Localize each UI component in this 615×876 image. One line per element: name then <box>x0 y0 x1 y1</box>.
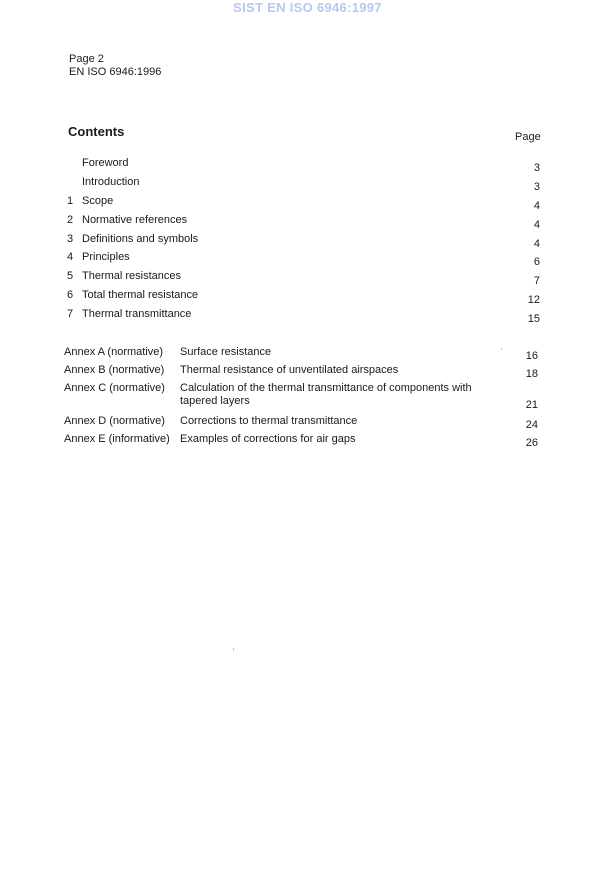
annex-page: 24 <box>525 419 538 431</box>
toc-entry-thermal-transmittance[interactable] <box>0 308 615 324</box>
annex-page: 16 <box>525 350 538 362</box>
annex-label: Annex C (normative) <box>64 382 165 394</box>
toc-entry-page: 3 <box>533 162 540 174</box>
toc-entry-page: 12 <box>527 294 540 306</box>
page-number: Page 2 <box>69 53 104 65</box>
toc-entry-foreword[interactable] <box>0 157 615 173</box>
toc-entry-title: Thermal resistances <box>82 270 182 282</box>
toc-entry-title: Thermal transmittance <box>82 308 192 320</box>
annex-page: 21 <box>525 399 538 411</box>
toc-entry-page: 4 <box>533 238 540 250</box>
toc-entry-scope[interactable] <box>0 195 615 211</box>
annex-title: Calculation of the thermal transmittance of components with tapered layers <box>180 382 472 407</box>
annex-title: Examples of corrections for air gaps <box>180 433 356 445</box>
annex-label: Annex D (normative) <box>64 415 165 427</box>
annex-title: Surface resistance <box>180 346 272 358</box>
annex-label: Annex E (informative) <box>64 433 170 445</box>
toc-entry-title: Foreword <box>82 157 129 169</box>
toc-entry-page: 6 <box>533 256 540 268</box>
standard-id: EN ISO 6946:1996 <box>69 66 162 78</box>
toc-entry-number: 7 <box>67 308 74 320</box>
annex-page: 18 <box>525 368 538 380</box>
toc-entry-title: Normative references <box>82 214 188 226</box>
toc-entry-title: Introduction <box>82 176 140 188</box>
toc-entry-title: Principles <box>82 251 130 263</box>
toc-entry-page: 15 <box>527 313 540 325</box>
toc-entry-number: 3 <box>67 233 74 245</box>
annex-label: Annex A (normative) <box>64 346 164 358</box>
toc-entry-title: Scope <box>82 195 114 207</box>
toc-entry-principles[interactable] <box>0 251 615 267</box>
toc-entry-number: 2 <box>67 214 74 226</box>
toc-entry-definitions[interactable] <box>0 233 615 249</box>
toc-entry-introduction[interactable] <box>0 176 615 192</box>
page-column-label: Page <box>515 131 541 143</box>
page-header <box>69 53 161 79</box>
toc-entry-number: 1 <box>67 195 74 207</box>
toc-entry-normative-references[interactable] <box>0 214 615 230</box>
toc-entry-page: 4 <box>533 200 540 212</box>
toc-entry-title: Definitions and symbols <box>82 233 199 245</box>
scan-speck <box>501 348 502 350</box>
toc-entry-number: 4 <box>67 251 74 263</box>
annex-title: Thermal resistance of unventilated airspaces <box>180 364 399 376</box>
toc-entry-page: 3 <box>533 181 540 193</box>
contents-title: Contents <box>68 124 125 139</box>
toc-entry-number: 5 <box>67 270 74 282</box>
scan-speck <box>233 648 234 651</box>
toc-entry-thermal-resistances[interactable] <box>0 270 615 286</box>
toc-entry-total-thermal-resistance[interactable] <box>0 289 615 305</box>
toc-entry-title: Total thermal resistance <box>82 289 199 301</box>
watermark: SIST EN ISO 6946:1997 <box>233 0 382 15</box>
toc-entry-page: 4 <box>533 219 540 231</box>
annex-page: 26 <box>525 437 538 449</box>
toc-entry-number: 6 <box>67 289 74 301</box>
annex-title: Corrections to thermal transmittance <box>180 415 358 427</box>
toc-entry-page: 7 <box>533 275 540 287</box>
annex-label: Annex B (normative) <box>64 364 165 376</box>
